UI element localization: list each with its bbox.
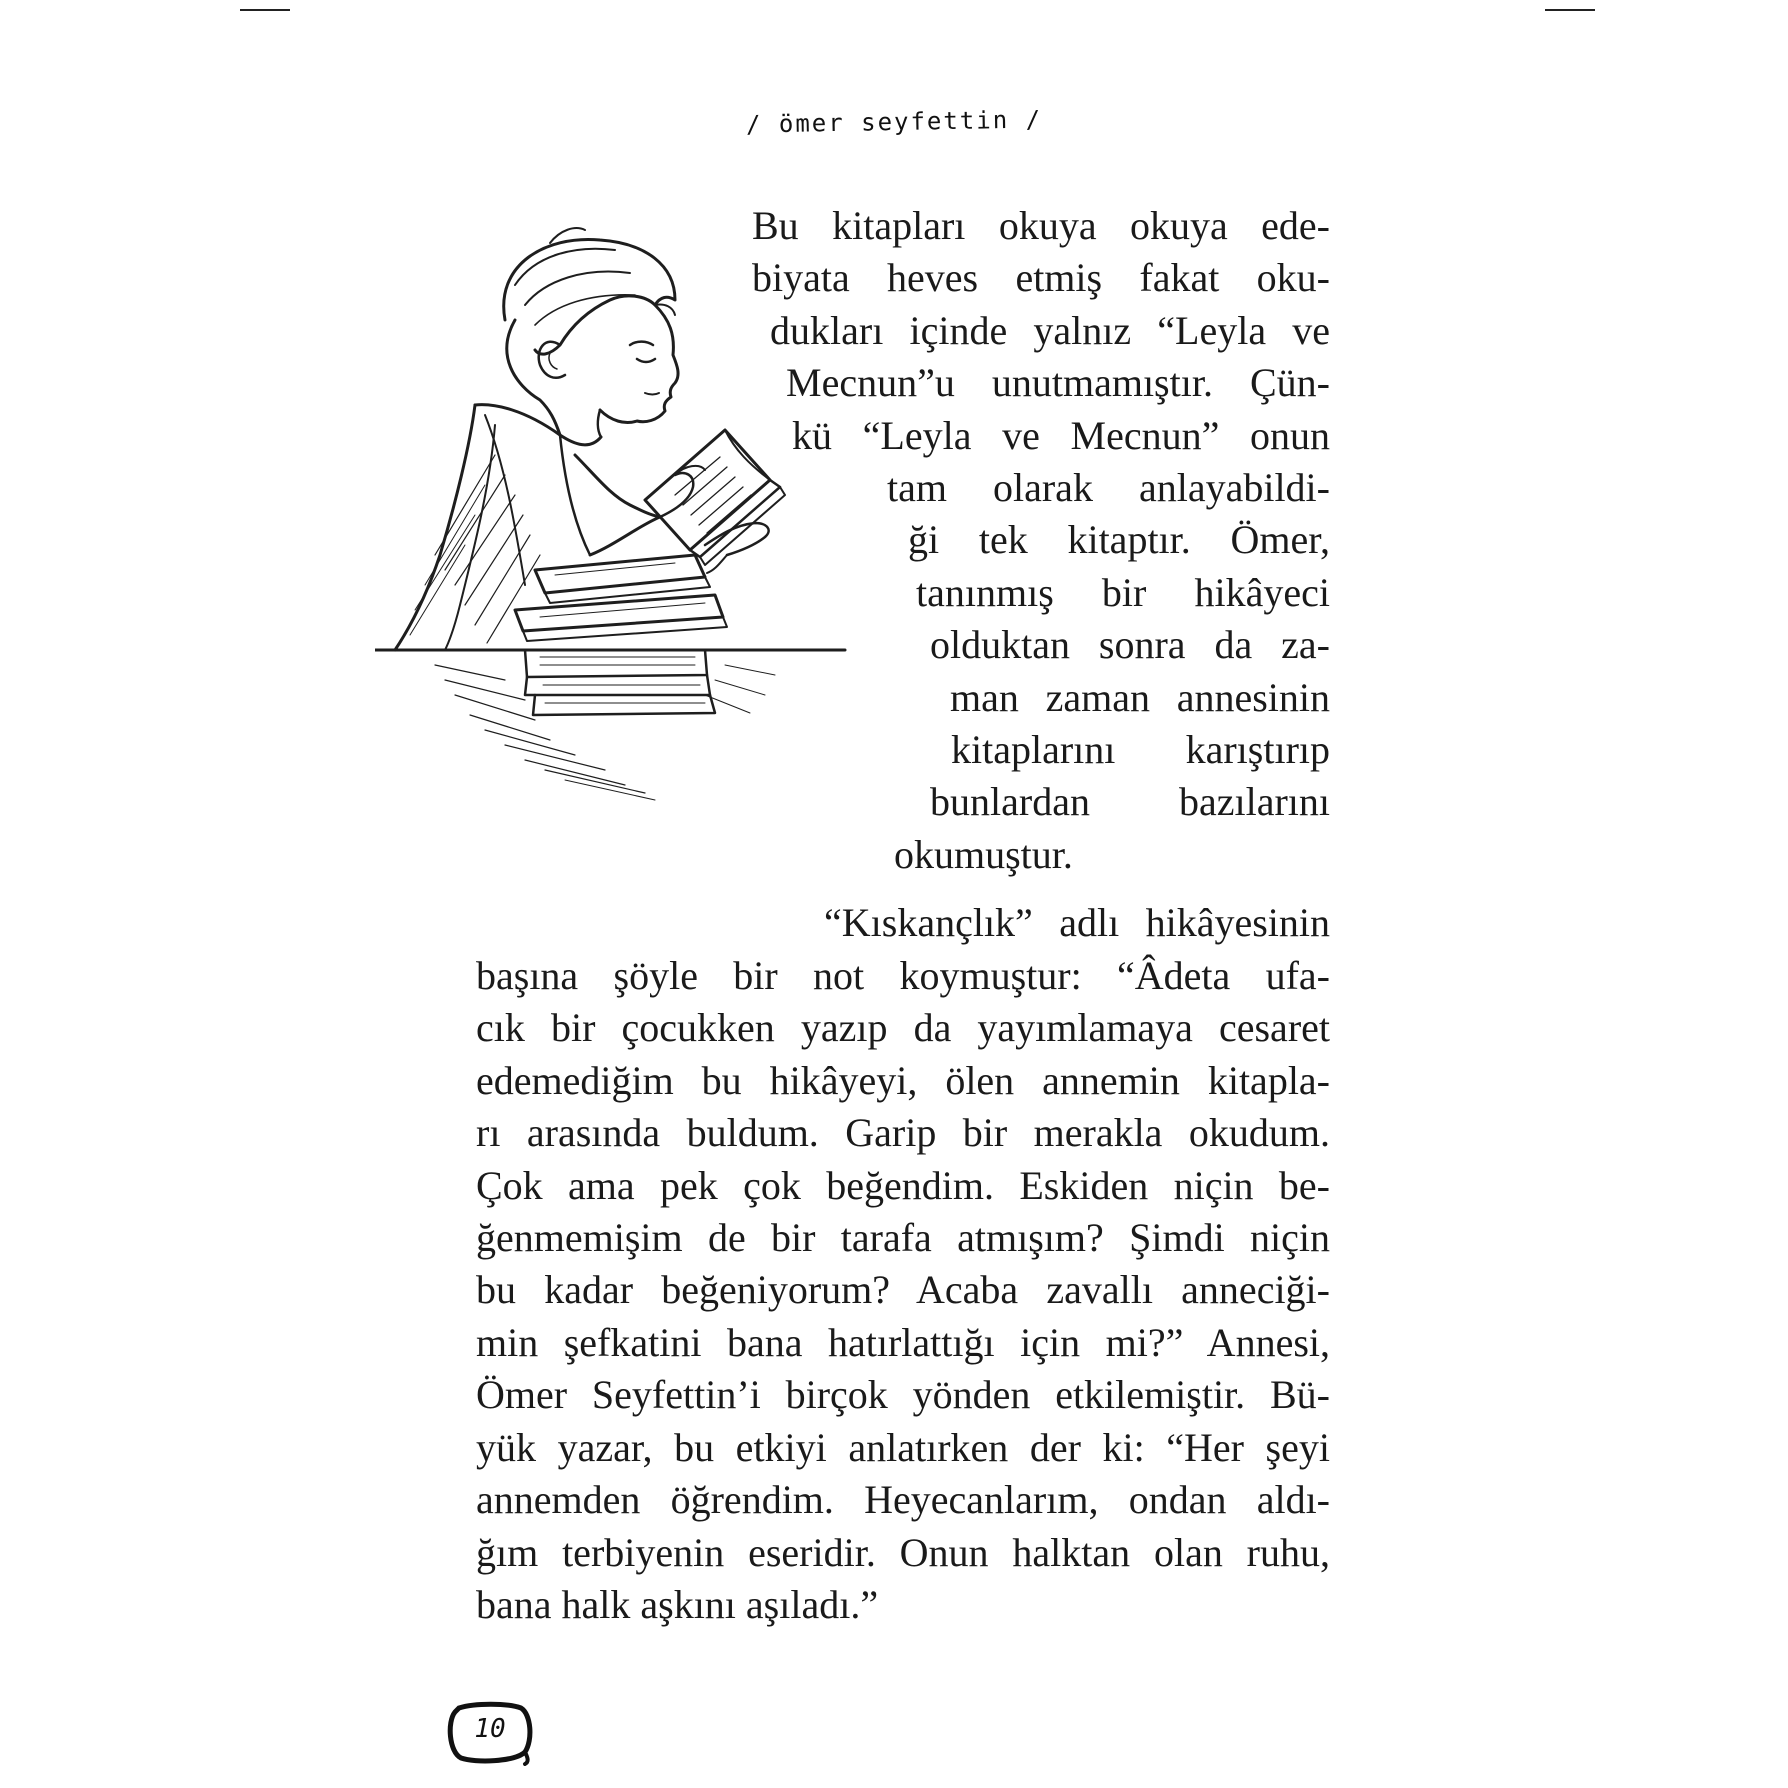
wrapped-line-12: bunlardan bazılarını — [930, 779, 1330, 824]
wrapped-line-1: Bu kitapları okuya okuya ede- — [752, 203, 1330, 248]
wrapped-line-8: tanınmış bir hikâyeci — [916, 570, 1330, 615]
wrapped-line-4: Mecnun”u unutmamıştır. Çün- — [786, 360, 1330, 405]
body-line-3: cık bir çocukken yazıp da yayımlamaya cesaret — [476, 1005, 1330, 1050]
crop-mark-left — [240, 9, 290, 11]
wrapped-line-2: biyata heves etmiş fakat oku- — [752, 255, 1330, 300]
body-line-1: “Kıskançlık” adlı hikâyesinin — [824, 900, 1330, 945]
running-header: / ömer seyfettin / — [745, 105, 1043, 139]
wrapped-line-6: tam olarak anlayabildi- — [887, 465, 1330, 510]
wrapped-line-11: kitaplarını karıştırıp — [951, 727, 1330, 772]
body-line-4: edemediğim bu hikâyeyi, ölen annemin kitapla- — [476, 1058, 1330, 1103]
body-line-8: bu kadar beğeniyorum? Acaba zavallı anneciği- — [476, 1267, 1330, 1312]
body-line-10: Ömer Seyfettin’i birçok yönden etkilemiştir. Bü- — [476, 1372, 1330, 1417]
wrapped-line-7: ği tek kitaptır. Ömer, — [908, 517, 1330, 562]
body-line-9: min şefkatini bana hatırlattığı için mi?” Annesi, — [476, 1320, 1330, 1365]
body-line-14: bana halk aşkını aşıladı.” — [476, 1582, 879, 1627]
body-line-11: yük yazar, bu etkiyi anlatırken der ki: “Her şeyi — [476, 1425, 1330, 1470]
body-line-12: annemden öğrendim. Heyecanlarım, ondan aldı- — [476, 1477, 1330, 1522]
body-line-5: rı arasında buldum. Garip bir merakla okudum. — [476, 1110, 1330, 1155]
page-number-badge — [445, 1700, 535, 1766]
wrapped-line-9: olduktan sonra da za- — [930, 622, 1330, 667]
wrapped-line-5: kü “Leyla ve Mecnun” onun — [792, 413, 1330, 458]
wrapped-line-13: okumuştur. — [894, 832, 1073, 877]
page-number: 10 — [474, 1714, 506, 1744]
body-line-6: Çok ama pek çok beğendim. Eskiden niçin be- — [476, 1163, 1330, 1208]
wrapped-line-10: man zaman annesinin — [950, 675, 1330, 720]
wrapped-line-3: dukları içinde yalnız “Leyla ve — [770, 308, 1330, 353]
crop-mark-right — [1545, 9, 1595, 11]
body-line-2: başına şöyle bir not koymuştur: “Âdeta ufa- — [476, 953, 1330, 998]
body-line-13: ğım terbiyenin eseridir. Onun halktan olan ruhu, — [476, 1530, 1330, 1575]
body-line-7: ğenmemişim de bir tarafa atmışım? Şimdi niçin — [476, 1215, 1330, 1260]
